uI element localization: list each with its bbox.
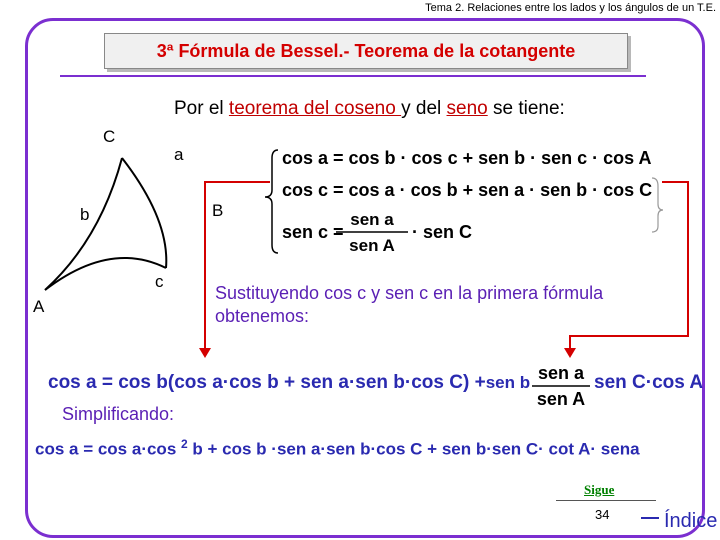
side-label-b: b bbox=[80, 205, 90, 224]
system-eq3-lhs: sen c = bbox=[282, 222, 344, 242]
simplify-label: Simplificando: bbox=[62, 404, 175, 424]
main-eq-denominator: sen A bbox=[536, 389, 586, 409]
vertex-label-A: A bbox=[33, 297, 45, 316]
side-label-c: c bbox=[155, 272, 164, 291]
side-label-a: a bbox=[174, 145, 184, 164]
system-eq3-numerator: sen a bbox=[350, 210, 394, 229]
index-tick bbox=[641, 517, 659, 519]
system-eq3-rhs: · sen C bbox=[412, 222, 473, 242]
main-eq-numerator: sen a bbox=[537, 363, 585, 383]
result-part2: b + cos b ·sen a·sen b·cos C + sen b·sen C· cot A· sena bbox=[187, 439, 640, 459]
result-exponent: 2 bbox=[181, 437, 188, 451]
result-part1: cos a = cos a·cos bbox=[35, 439, 181, 459]
link-teorema-seno[interactable]: seno bbox=[446, 98, 488, 119]
main-equation bbox=[48, 372, 530, 394]
arrow-left-head bbox=[199, 348, 211, 358]
vertex-label-C: C bbox=[103, 127, 116, 146]
system-eq2: cos c = cos a · cos b + sen a · sen b · cos C bbox=[282, 180, 653, 200]
index-link[interactable]: Índice bbox=[664, 510, 718, 532]
result-equation bbox=[35, 437, 640, 460]
substitution-text: Sustituyendo cos c y sen c en la primera fórmula obtenemos: bbox=[215, 283, 604, 326]
intro-before: Por el bbox=[174, 98, 229, 119]
vertex-label-B: B bbox=[212, 201, 224, 220]
footer-rule bbox=[556, 500, 656, 501]
link-teorema-coseno[interactable]: teorema del coseno bbox=[228, 98, 402, 119]
intro-after: se tiene: bbox=[487, 98, 565, 119]
intro-middle: y del bbox=[401, 98, 447, 119]
header-text: Tema 2. Relaciones entre los lados y los ángulos de un T.E. bbox=[425, 2, 716, 14]
next-slide-link[interactable]: Sigue bbox=[584, 482, 615, 497]
arrow-right-head bbox=[564, 348, 576, 358]
page-number: 34 bbox=[595, 507, 610, 522]
main-eq-part3: sen C·cos A bbox=[594, 372, 704, 393]
system-brace-right bbox=[652, 178, 663, 232]
triangle-side-c bbox=[45, 258, 166, 290]
main-eq-part1: cos a = cos b(cos a·cos b + sen a·sen b·cos C) + bbox=[48, 372, 486, 393]
system-brace bbox=[265, 150, 278, 253]
slide-title: 3ª Fórmula de Bessel.- Teorema de la cotangente bbox=[104, 33, 628, 69]
system-eq3-denominator: sen A bbox=[349, 236, 395, 255]
main-eq-part2: sen b bbox=[485, 373, 531, 392]
triangle-side-a bbox=[122, 158, 166, 268]
system-eq1: cos a = cos b · cos c + sen b · sen c · cos A bbox=[282, 148, 652, 168]
